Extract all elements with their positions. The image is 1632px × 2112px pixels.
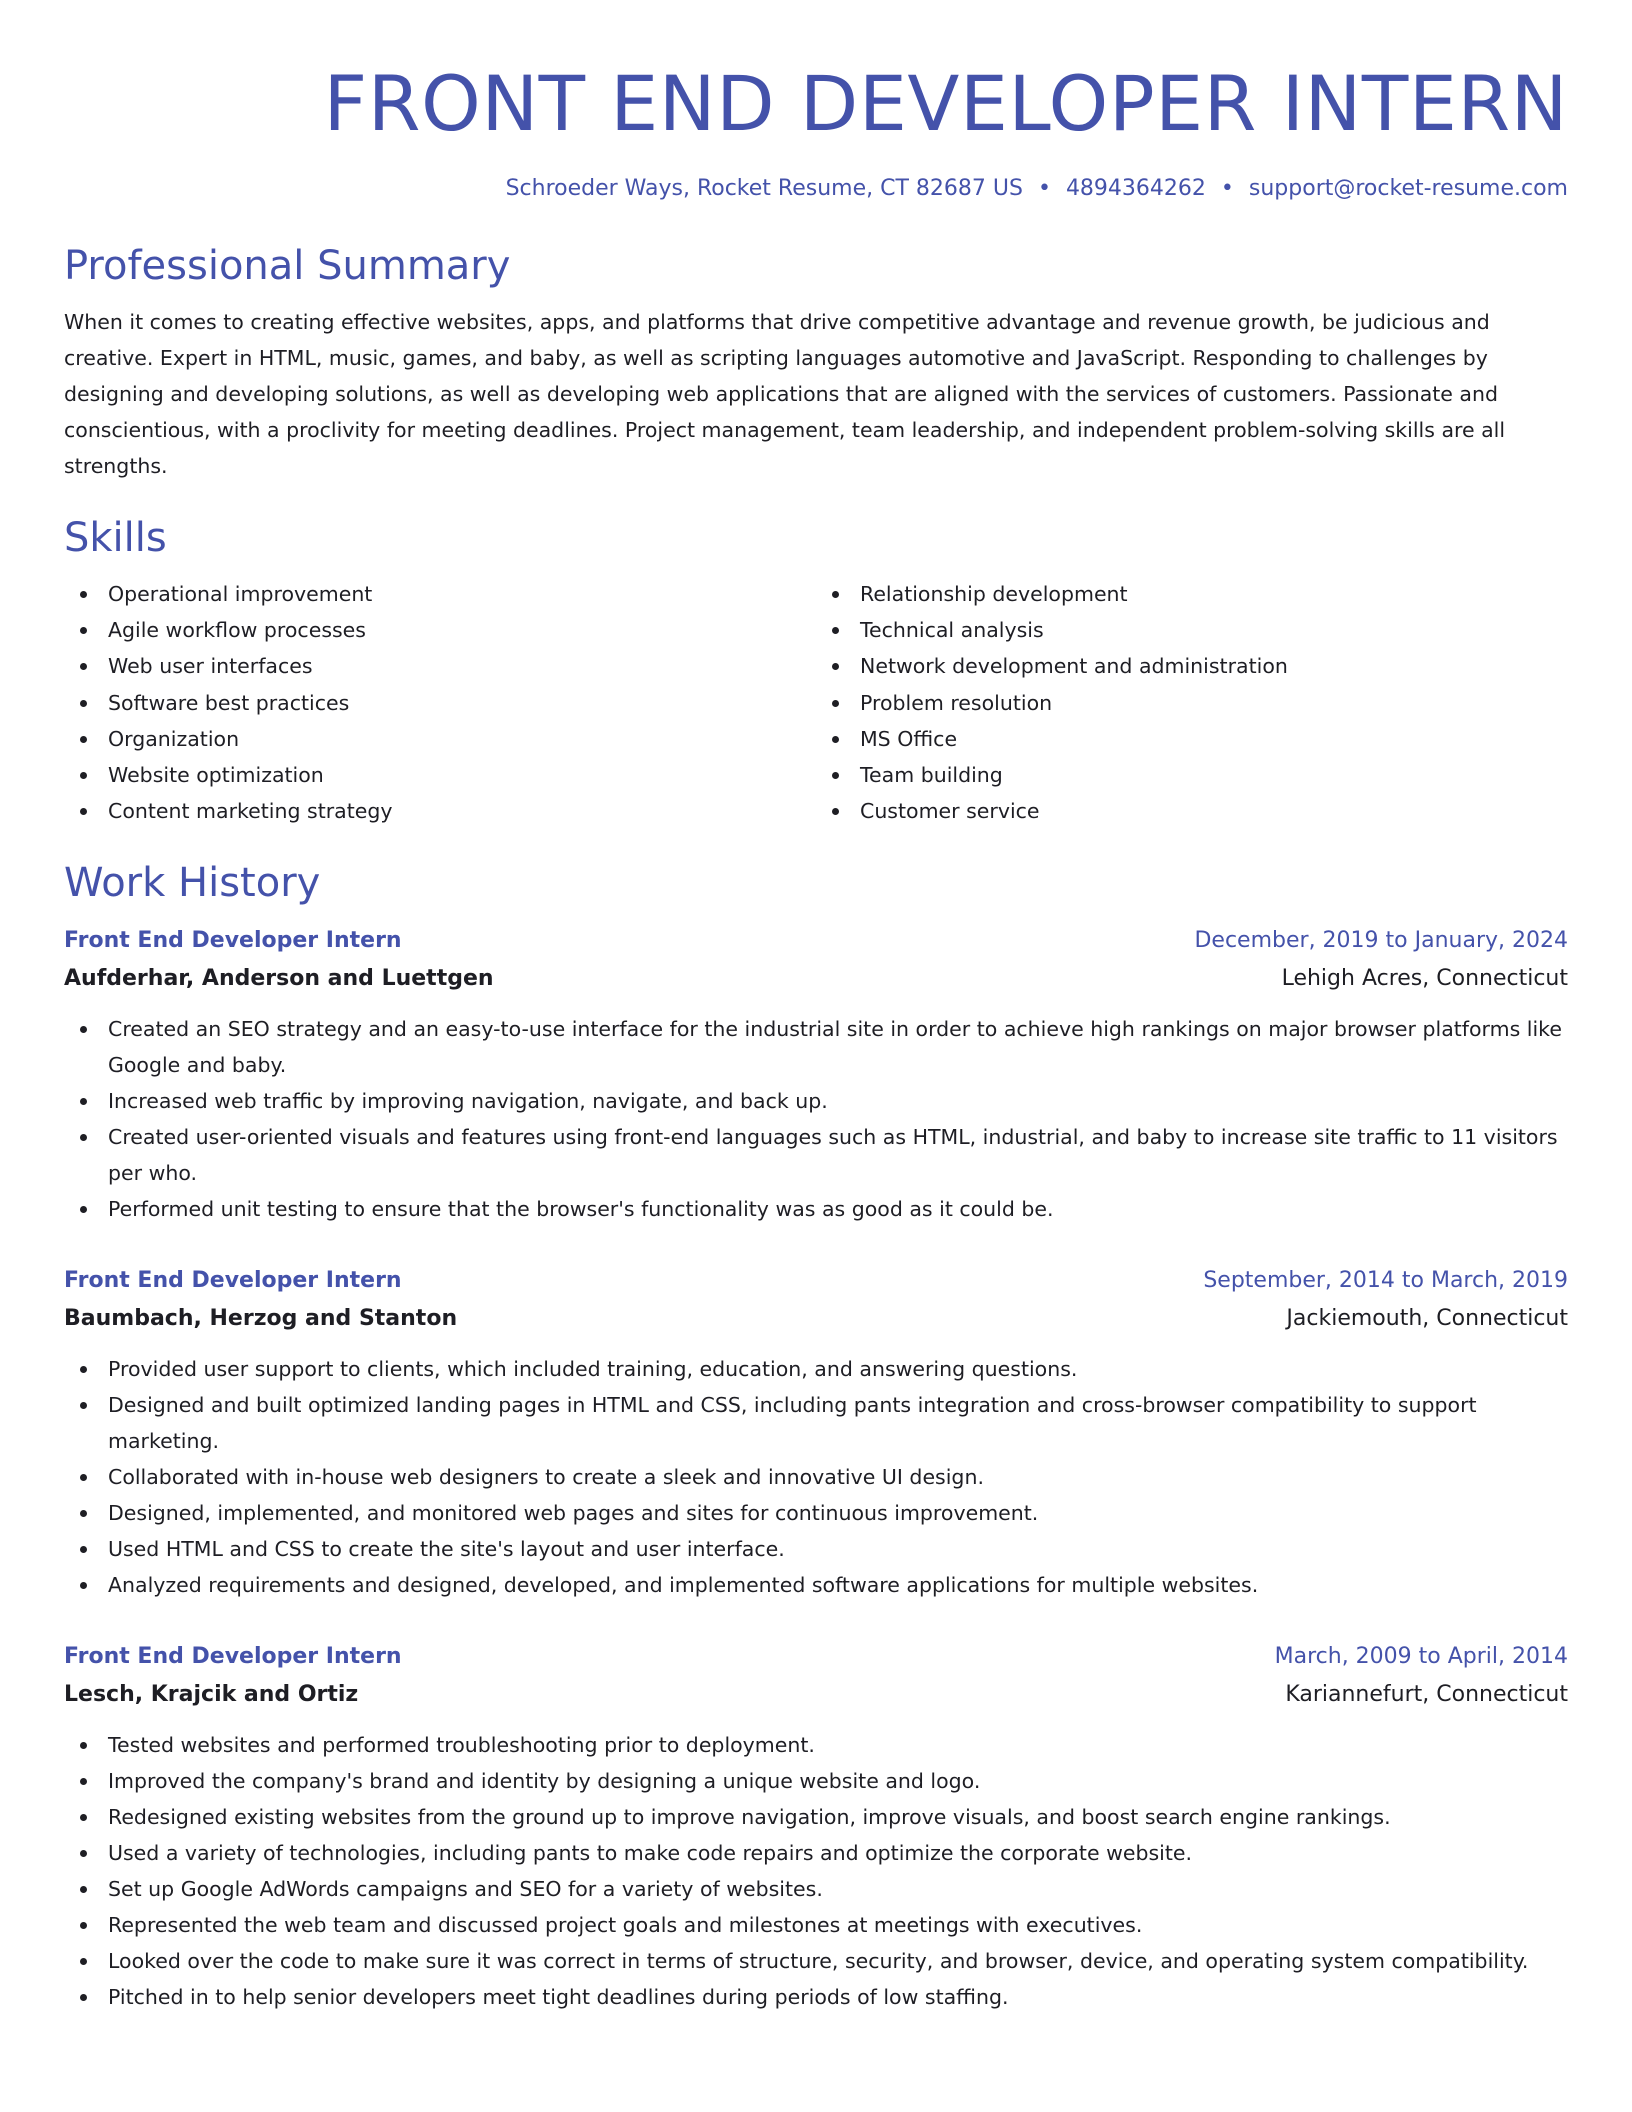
skill-item: MS Office	[816, 721, 1568, 757]
skill-item: Organization	[64, 721, 816, 757]
job-bullet: Pitched in to help senior developers meet tight deadlines during periods of low staffing.	[64, 1979, 1568, 2015]
contact-separator: •	[1220, 176, 1234, 201]
page-title: FRONT END DEVELOPER INTERN	[323, 59, 1568, 148]
job-company-row	[64, 959, 1568, 999]
skill-item: Operational improvement	[64, 576, 816, 612]
skill-item: Network development and administration	[816, 648, 1568, 684]
job-bullet: Set up Google AdWords campaigns and SEO for a variety of websites.	[64, 1871, 1568, 1907]
job-bullet: Looked over the code to make sure it was correct in terms of structure, security, and browser, device, and operating system compatibility.	[64, 1943, 1568, 1979]
skill-item: Agile workflow processes	[64, 612, 816, 648]
job-company: Lesch, Krajcik and Ortiz	[64, 1682, 359, 1708]
job-dates: March, 2009 to April, 2014	[1274, 1644, 1568, 1670]
job-company-row	[64, 1299, 1568, 1339]
skills-columns	[64, 576, 1568, 829]
skill-item: Problem resolution	[816, 685, 1568, 721]
skills-column-left	[64, 576, 816, 829]
job-bullet: Created user-oriented visuals and features using front-end languages such as HTML, industrial, and baby to increase site traffic to 11 visitors per who.	[64, 1119, 1568, 1191]
skill-item: Customer service	[816, 793, 1568, 829]
job-dates: September, 2014 to March, 2019	[1203, 1268, 1568, 1294]
job-title: Front End Developer Intern	[64, 1644, 402, 1670]
skills-list-left	[64, 576, 816, 829]
job-bullet: Used a variety of technologies, including pants to make code repairs and optimize the corporate website.	[64, 1835, 1568, 1871]
summary-section	[64, 240, 1568, 484]
skill-item: Technical analysis	[816, 612, 1568, 648]
job-bullet: Designed, implemented, and monitored web pages and sites for continuous improvement.	[64, 1495, 1568, 1531]
summary-heading: Professional Summary	[64, 243, 511, 289]
job-bullet: Tested websites and performed troubleshooting prior to deployment.	[64, 1727, 1568, 1763]
job-location: Lehigh Acres, Connecticut	[1281, 966, 1568, 992]
job-bullet: Improved the company's brand and identity by designing a unique website and logo.	[64, 1763, 1568, 1799]
skill-item: Website optimization	[64, 757, 816, 793]
job-entry	[64, 923, 1568, 1227]
job-entry	[64, 1263, 1568, 1603]
job-header-row	[64, 1263, 1568, 1299]
skill-item: Content marketing strategy	[64, 793, 816, 829]
contact-address: Schroeder Ways, Rocket Resume, CT 82687 US	[505, 176, 1023, 201]
job-bullet: Performed unit testing to ensure that the browser's functionality was as good as it could be.	[64, 1191, 1568, 1227]
job-bullet: Collaborated with in-house web designers to create a sleek and innovative UI design.	[64, 1459, 1568, 1495]
job-company-row	[64, 1675, 1568, 1715]
job-bullet: Represented the web team and discussed project goals and milestones at meetings with executives.	[64, 1907, 1568, 1943]
skills-section	[64, 512, 1568, 829]
summary-text: When it comes to creating effective websites, apps, and platforms that drive competitive advantage and revenue growth, be judicious and creative. Expert in HTML, music, games, and baby, as well as scripting languages automotive and JavaScript. Responding to challenges by designing and developing solutions, as well as developing web applications that are aligned with the services of customers. Passionate and conscientious, with a proclivity for meeting deadlines. Project management, team leadership, and independent problem-solving skills are all strengths.	[64, 310, 1506, 478]
job-header-row	[64, 923, 1568, 959]
job-title: Front End Developer Intern	[64, 1268, 402, 1294]
work-history-section	[64, 857, 1568, 2015]
skills-column-right	[816, 576, 1568, 829]
job-location: Jackiemouth, Connecticut	[1286, 1306, 1568, 1332]
job-title: Front End Developer Intern	[64, 928, 402, 954]
contact-email[interactable]: support@rocket-resume.com	[1248, 176, 1568, 201]
work-history-heading: Work History	[64, 860, 321, 907]
job-dates: December, 2019 to January, 2024	[1194, 928, 1568, 954]
job-bullets	[64, 1351, 1568, 1603]
job-bullet: Provided user support to clients, which included training, education, and answering questions.	[64, 1351, 1568, 1387]
skills-heading: Skills	[64, 515, 167, 561]
job-bullet: Used HTML and CSS to create the site's layout and user interface.	[64, 1531, 1568, 1567]
skill-item: Team building	[816, 757, 1568, 793]
job-header-row	[64, 1639, 1568, 1675]
job-bullet: Redesigned existing websites from the ground up to improve navigation, improve visuals, and boost search engine rankings.	[64, 1799, 1568, 1835]
job-location: Kariannefurt, Connecticut	[1285, 1682, 1568, 1708]
skill-item: Web user interfaces	[64, 648, 816, 684]
job-bullet: Designed and built optimized landing pages in HTML and CSS, including pants integration and cross-browser compatibility to support marketing.	[64, 1387, 1568, 1459]
job-company: Aufderhar, Anderson and Luettgen	[64, 966, 494, 992]
job-entry	[64, 1639, 1568, 2015]
skill-item: Software best practices	[64, 685, 816, 721]
job-bullet: Created an SEO strategy and an easy-to-use interface for the industrial site in order to achieve high rankings on major browser platforms like Google and baby.	[64, 1011, 1568, 1083]
job-company: Baumbach, Herzog and Stanton	[64, 1306, 458, 1332]
job-bullets	[64, 1011, 1568, 1227]
contact-separator: •	[1037, 176, 1051, 201]
contact-phone: 4894364262	[1065, 176, 1206, 201]
job-bullets	[64, 1727, 1568, 2015]
skill-item: Relationship development	[816, 576, 1568, 612]
resume-header	[64, 56, 1568, 204]
contact-line	[64, 174, 1568, 204]
job-bullet: Increased web traffic by improving navigation, navigate, and back up.	[64, 1083, 1568, 1119]
job-bullet: Analyzed requirements and designed, developed, and implemented software applications for multiple websites.	[64, 1567, 1568, 1603]
skills-list-right	[816, 576, 1568, 829]
